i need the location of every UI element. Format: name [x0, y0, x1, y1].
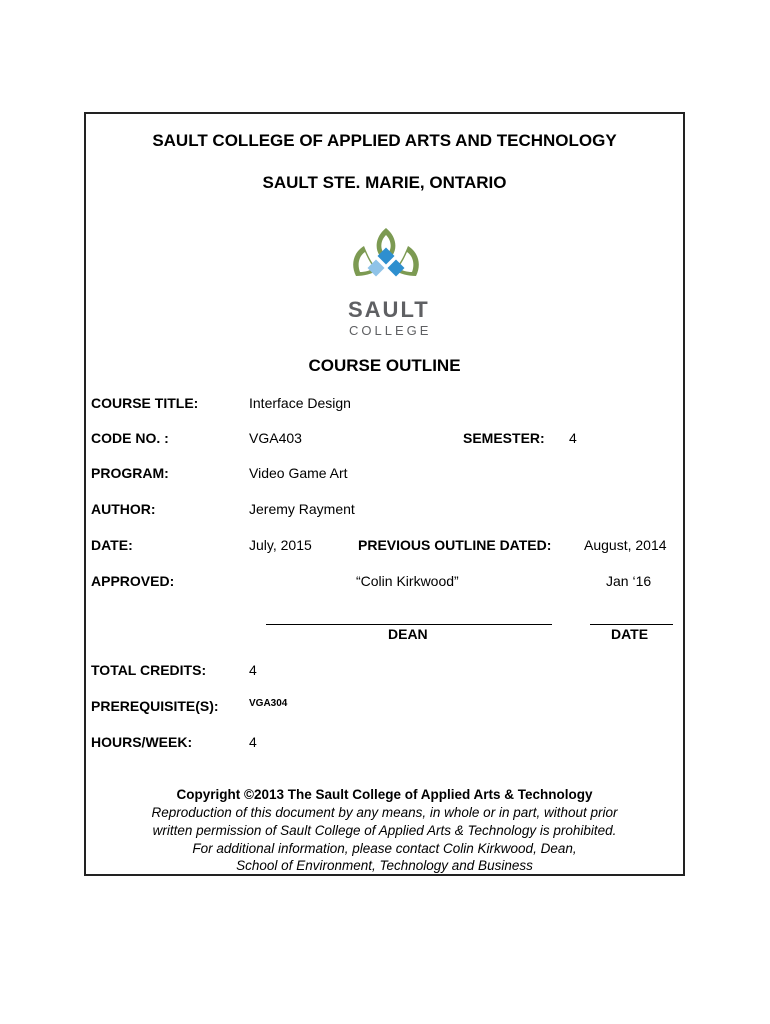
total-credits-value: 4 [249, 662, 257, 678]
prerequisites-label: PREREQUISITE(S): [91, 698, 219, 714]
approved-signer: “Colin Kirkwood” [356, 573, 459, 589]
semester-label: SEMESTER: [463, 430, 545, 446]
logo-text-sault: SAULT [348, 297, 430, 322]
institution-name: SAULT COLLEGE OF APPLIED ARTS AND TECHNOLOGY [152, 131, 617, 150]
copyright-line: Copyright ©2013 The Sault College of Applied Arts & Technology [176, 787, 593, 802]
total-credits-label: TOTAL CREDITS: [91, 662, 207, 678]
prerequisites-value: VGA304 [249, 698, 288, 709]
hours-week-label: HOURS/WEEK: [91, 734, 193, 750]
logo-text-college: COLLEGE [349, 323, 432, 338]
course-title-value: Interface Design [249, 395, 351, 411]
reproduction-notice: Reproduction of this document by any means, in whole or in part, without prior [151, 805, 618, 820]
sault-college-logo-icon [348, 226, 424, 288]
program-label: PROGRAM: [91, 465, 169, 481]
author-value: Jeremy Rayment [249, 501, 355, 517]
school-notice: School of Environment, Technology and Business [236, 858, 533, 873]
date-label: DATE: [91, 537, 133, 553]
institution-location: SAULT STE. MARIE, ONTARIO [262, 173, 507, 192]
date-value: July, 2015 [249, 537, 312, 553]
hours-week-value: 4 [249, 734, 257, 750]
semester-value: 4 [569, 430, 577, 446]
previous-outline-value: August, 2014 [584, 537, 667, 553]
dean-caption: DEAN [388, 626, 428, 642]
course-title-label: COURSE TITLE: [91, 395, 199, 411]
contact-notice: For additional information, please contact Colin Kirkwood, Dean, [192, 841, 577, 856]
previous-outline-label: PREVIOUS OUTLINE DATED: [358, 537, 552, 553]
program-value: Video Game Art [249, 465, 348, 481]
approved-label: APPROVED: [91, 573, 175, 589]
date-signature-line [590, 624, 673, 625]
document-title: COURSE OUTLINE [308, 356, 461, 375]
author-label: AUTHOR: [91, 501, 156, 517]
permission-notice: written permission of Sault College of Applied Arts & Technology is prohibited. [152, 823, 617, 838]
code-value: VGA403 [249, 430, 302, 446]
dean-signature-line [266, 624, 552, 625]
code-label: CODE NO. : [91, 430, 169, 446]
date-caption: DATE [611, 626, 649, 642]
approved-date: Jan ‘16 [606, 573, 652, 589]
